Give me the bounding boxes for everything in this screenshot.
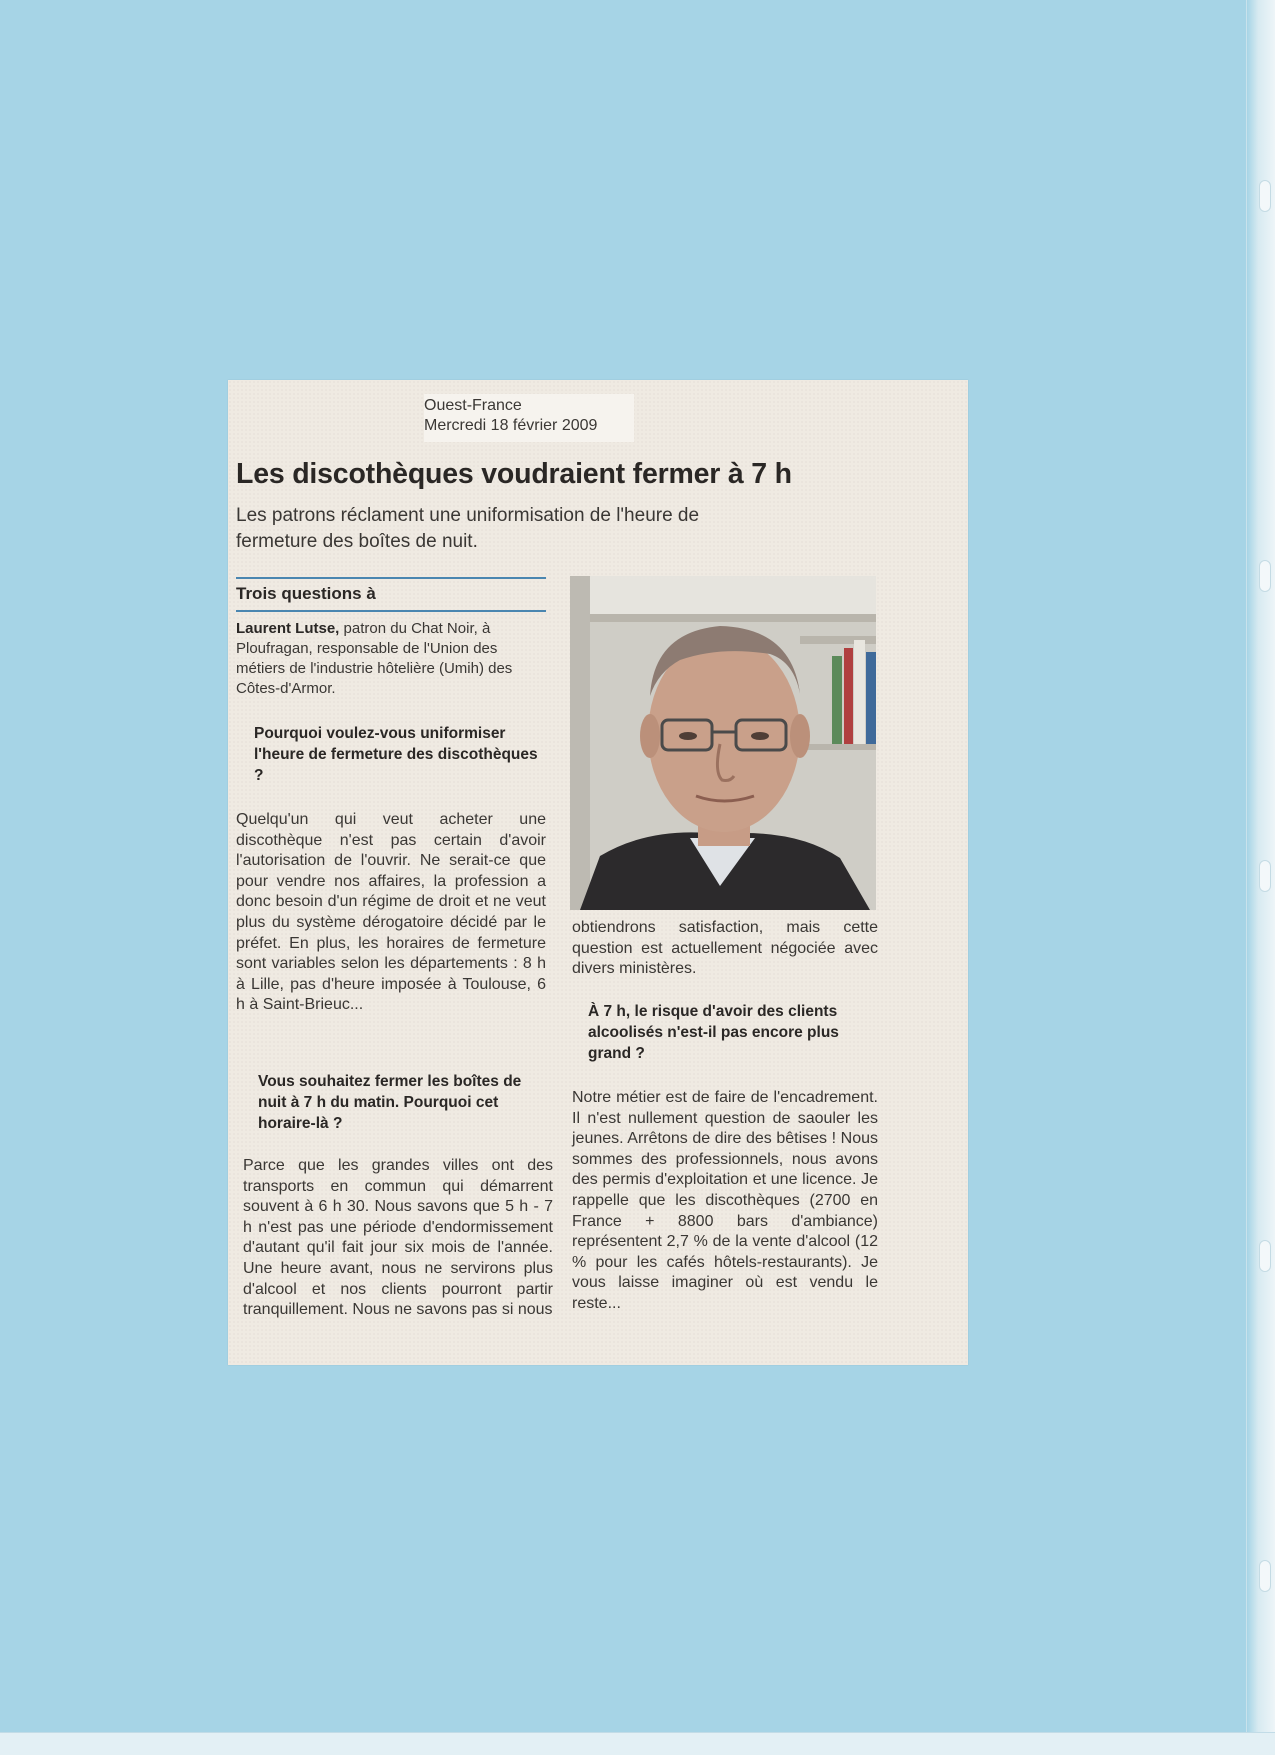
newspaper-clipping — [228, 380, 968, 1365]
punch-hole — [1259, 180, 1271, 212]
punch-hole — [1259, 1560, 1271, 1592]
section-rule-bottom — [236, 610, 546, 612]
question-1: Pourquoi voulez-vous uniformiser l'heure de fermeture des discothèques ? — [254, 725, 538, 784]
question-3: À 7 h, le risque d'avoir des clients alcoolisés n'est-il pas encore plus grand ? — [588, 1003, 839, 1062]
punch-hole — [1259, 1240, 1271, 1272]
answer-2: Parce que les grandes villes ont des transports en commun qui démarrent souvent à 6 h 30. Nous savons que 5 h - 7 h n'est pas une période d'endormissement d'autant qu'il fait jour six mois de l'année. Une heure avant, nous ne servirons plus d'alcool et nos clients pourront partir tranquillement. Nous ne savons pas si nous — [243, 1157, 553, 1319]
source-stamp — [424, 394, 634, 442]
headline: Les discothèques voudraient fermer à 7 h — [236, 458, 792, 490]
answer-2-continued: obtiendrons satisfaction, mais cette question est actuellement négociée avec divers ministères. — [572, 919, 878, 978]
punch-hole — [1259, 860, 1271, 892]
publication-date: Mercredi 18 février 2009 — [424, 417, 598, 434]
deck-subtitle: Les patrons réclament une uniformisation de l'heure de fermeture des boîtes de nuit. — [236, 505, 700, 552]
portrait-photo — [570, 576, 876, 910]
section-label: Trois questions à — [236, 584, 376, 603]
portrait-illustration — [570, 576, 876, 910]
answer-3: Notre métier est de faire de l'encadrement. Il n'est nullement question de saouler les jeunes. Arrêtons de dire des bêtises ! Nous sommes des professionnels, nous avons des permis d'exploitation et une licence. Je rappelle que les discothèques (2700 en France + 8800 bars d'ambiance) représentent 2,7 % de la vente d'alcool (12 % pour les cafés hôtels-restaurants). Je vous laisse imaginer où est vendu le reste... — [572, 1089, 878, 1312]
sheet-protector-bottom-edge — [0, 1732, 1275, 1755]
sheet-protector-edge — [1246, 0, 1275, 1755]
source-name: Ouest-France — [424, 397, 522, 414]
interviewee-intro — [236, 619, 536, 699]
interviewee-name: Laurent Lutse, — [236, 620, 340, 637]
interviewee-description: patron du Chat Noir, à Ploufragan, responsable de l'Union des métiers de l'industrie hôtelière (Umih) des Côtes-d'Armor. — [236, 620, 513, 697]
punch-hole — [1259, 560, 1271, 592]
section-rule-top — [236, 577, 546, 579]
answer-1: Quelqu'un qui veut acheter une discothèque n'est pas certain d'avoir l'autorisation de l'ouvrir. Ne serait-ce que pour vendre nos affaires, la profession a donc besoin d'un régime de droit et ne veut plus du système dérogatoire décidé par le préfet. En plus, les horaires de fermeture sont variables selon les départements : 8 h à Lille, pas d'heure imposée à Toulouse, 6 h à Saint-Brieuc... — [236, 811, 546, 1014]
question-2: Vous souhaitez fermer les boîtes de nuit à 7 h du matin. Pourquoi cet horaire-là ? — [258, 1073, 522, 1132]
